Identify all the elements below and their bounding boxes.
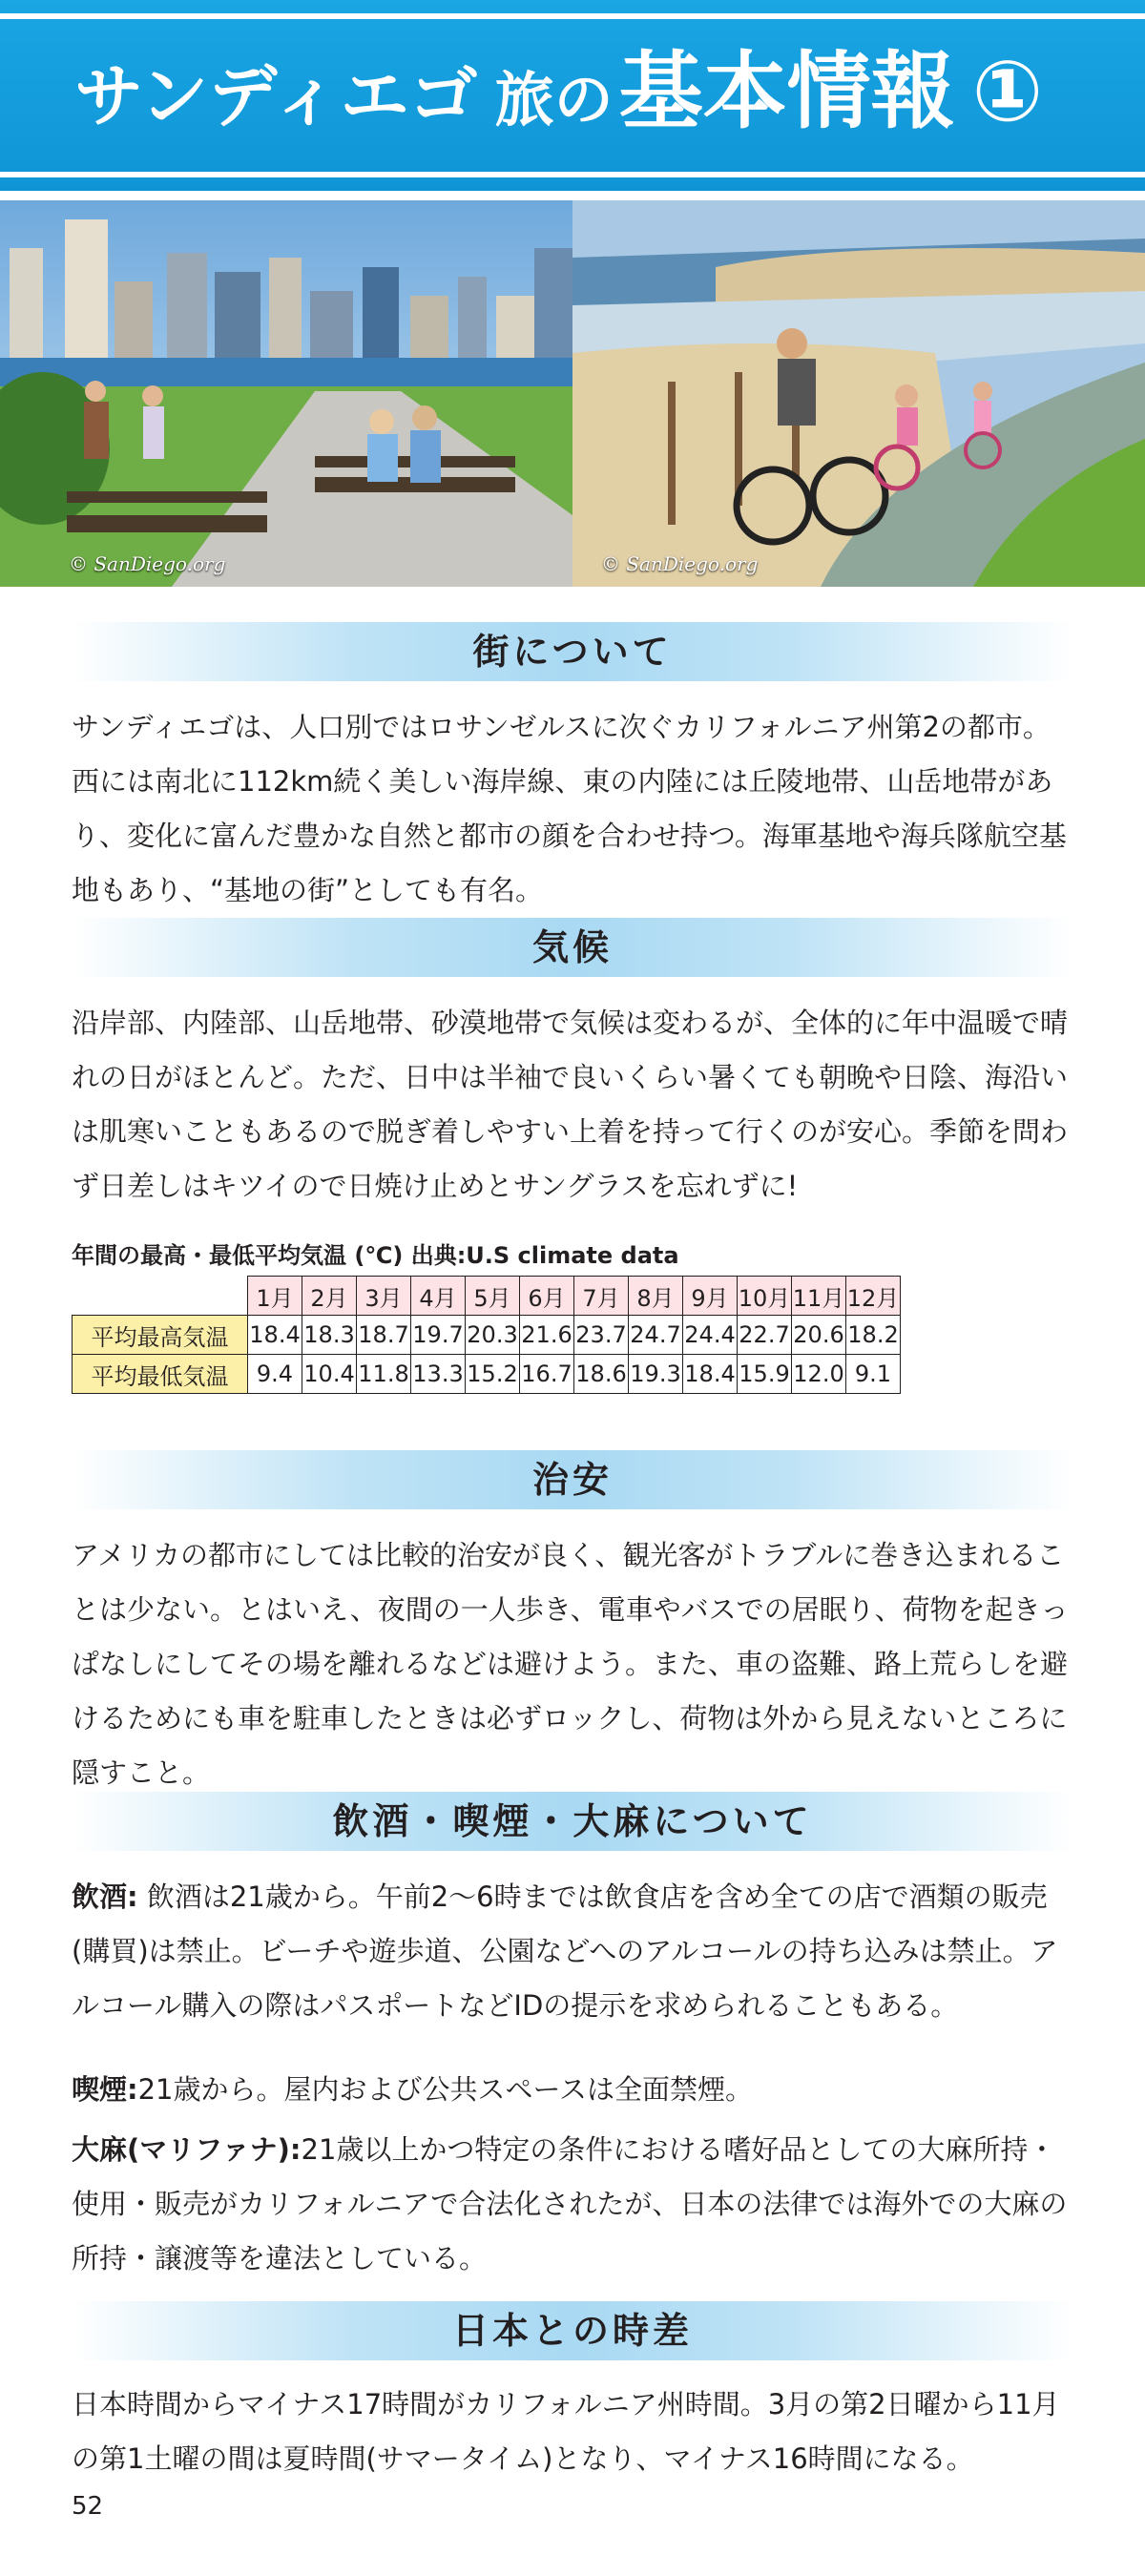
title-main: 基本情報: [618, 42, 955, 140]
climate-table-caption: 年間の最高・最低平均気温 (℃) 出典:U.S climate data: [72, 1242, 679, 1269]
table-cell: 12.0: [792, 1355, 846, 1394]
table-cell: 15.9: [738, 1355, 792, 1394]
month-header: 11月: [792, 1277, 846, 1316]
month-header: 6月: [520, 1277, 574, 1316]
month-header: 12月: [846, 1277, 901, 1316]
page-number: 52: [72, 2492, 104, 2521]
table-cell: 18.3: [302, 1316, 357, 1355]
table-cell: 20.6: [792, 1316, 846, 1355]
table-header-row: [73, 1277, 901, 1316]
row-label-low: 平均最低気温: [73, 1355, 248, 1394]
header-top-stripe: [0, 13, 1145, 19]
photo-credit: © SanDiego.org: [601, 552, 759, 575]
table-cell: 18.4: [683, 1355, 738, 1394]
month-header: 9月: [683, 1277, 738, 1316]
cannabis-label: 大麻(マリファナ):: [72, 2133, 302, 2166]
table-cell: 21.6: [520, 1316, 574, 1355]
table-cell: 20.3: [466, 1316, 520, 1355]
table-cell: 13.3: [411, 1355, 466, 1394]
month-header: 1月: [248, 1277, 302, 1316]
table-row: [73, 1316, 901, 1355]
table-cell: 18.6: [574, 1355, 629, 1394]
heading-city: 街について: [72, 622, 1073, 681]
month-header: 3月: [357, 1277, 411, 1316]
table-cell: 16.7: [520, 1355, 574, 1394]
photo-coastal-bike-path: [572, 200, 1145, 587]
smoking-paragraph: [72, 2063, 1073, 2117]
table-cell: 19.3: [629, 1355, 683, 1394]
month-header: 2月: [302, 1277, 357, 1316]
alcohol-paragraph: [72, 1870, 1073, 2033]
page-header: [0, 0, 1145, 191]
header-bottom-stripe: [0, 172, 1145, 177]
row-label-high: 平均最高気温: [73, 1316, 248, 1355]
heading-climate: 気候: [72, 918, 1073, 977]
month-header: 7月: [574, 1277, 629, 1316]
cannabis-paragraph: [72, 2123, 1073, 2286]
smoking-text: 21歳から。屋内および公共スペースは全面禁煙。: [137, 2073, 754, 2106]
table-cell: 24.7: [629, 1316, 683, 1355]
photo-harbor-park: [0, 200, 572, 587]
heading-safety: 治安: [72, 1450, 1073, 1509]
table-cell: 24.4: [683, 1316, 738, 1355]
title-city: サンディエゴ: [74, 56, 478, 136]
photo-credit: © SanDiego.org: [69, 552, 226, 575]
table-row: [73, 1355, 901, 1394]
table-corner: [73, 1277, 248, 1316]
table-cell: 10.4: [302, 1355, 357, 1394]
climate-paragraph: 沿岸部、内陸部、山岳地帯、砂漠地帯で気候は変わるが、全体的に年中温暖で晴れの日がほとんど。ただ、日中は半袖で良いくらい暑くても朝晩や日陰、海沿いは肌寒いこともあるので脱ぎ着しやすい上着を持って行くのが安心。季節を問わず日差しはキツイので日焼け止めとサングラスを忘れずに!: [72, 1007, 1069, 1202]
title-number: ①: [971, 42, 1044, 140]
page-title: [74, 42, 1044, 140]
month-header: 10月: [738, 1277, 792, 1316]
alcohol-label: 飲酒:: [72, 1880, 138, 1913]
city-paragraph: サンディエゴは、人口別ではロサンゼルスに次ぐカリフォルニア州第2の都市。西には南北に112km続く美しい海岸線、東の内陸には丘陵地帯、山岳地帯があり、変化に富んだ豊かな自然と都市の顔を合わせ持つ。海軍基地や海兵隊航空基地もあり、“基地の街”としても有名。: [72, 711, 1067, 906]
table-cell: 18.2: [846, 1316, 901, 1355]
time-paragraph: 日本時間からマイナス17時間がカリフォルニア州時間。3月の第2日曜から11月の第1土曜の間は夏時間(サマータイム)となり、マイナス16時間になる。: [72, 2388, 1060, 2475]
month-header: 5月: [466, 1277, 520, 1316]
month-header: 4月: [411, 1277, 466, 1316]
heading-drinking: 飲酒・喫煙・大麻について: [72, 1792, 1073, 1851]
table-cell: 18.4: [248, 1316, 302, 1355]
table-cell: 19.7: [411, 1316, 466, 1355]
title-connector: 旅の: [494, 65, 614, 135]
table-cell: 15.2: [466, 1355, 520, 1394]
table-cell: 18.7: [357, 1316, 411, 1355]
safety-paragraph: アメリカの都市にしては比較的治安が良く、観光客がトラブルに巻き込まれることは少ない。とはいえ、夜間の一人歩き、電車やバスでの居眠り、荷物を起きっぱなしにしてその場を離れるなどは避けよう。また、車の盗難、路上荒らしを避けるためにも車を駐車したときは必ずロックし、荷物は外から見えないところに隠すこと。: [72, 1539, 1069, 1789]
table-cell: 9.4: [248, 1355, 302, 1394]
smoking-label: 喫煙:: [72, 2073, 138, 2106]
table-cell: 9.1: [846, 1355, 901, 1394]
climate-table: [72, 1276, 901, 1394]
heading-time-difference: 日本との時差: [72, 2301, 1073, 2360]
month-header: 8月: [629, 1277, 683, 1316]
table-cell: 11.8: [357, 1355, 411, 1394]
table-cell: 23.7: [574, 1316, 629, 1355]
table-cell: 22.7: [738, 1316, 792, 1355]
cannabis-text: 21歳以上かつ特定の条件における嗜好品としての大麻所持・使用・販売がカリフォルニアで合法化されたが、日本の法律では海外での大麻の所持・譲渡等を違法としている。: [72, 2133, 1068, 2275]
alcohol-text: 飲酒は21歳から。午前2〜6時までは飲食店を含め全ての店で酒類の販売(購買)は禁止。ビーチや遊歩道、公園などへのアルコールの持ち込みは禁止。アルコール購入の際はパスポートなどIDの提示を求められることもある。: [72, 1880, 1058, 2022]
